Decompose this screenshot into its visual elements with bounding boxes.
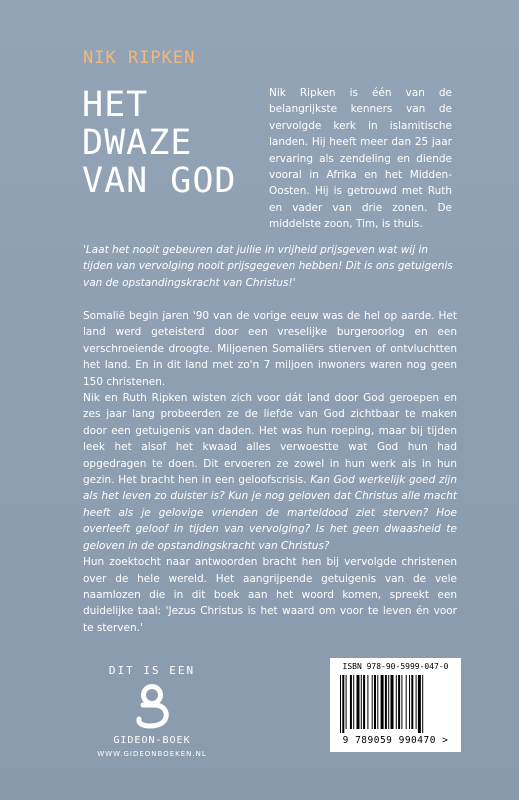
barcode-bar — [340, 675, 341, 733]
author-bio: Nik Ripken is één van de belangrijkste kenners van de vervolgde kerk in islamitische landen. Hij heeft meer dan 25 jaar ervaring als zendeling en diende vooral in Afrika en het Midden-Oosten. Hij is getrouwd met Ruth en vader van drie zonen. De middelste zoon, Tim, is thuis. — [269, 87, 452, 231]
barcode-bar — [361, 675, 362, 729]
publisher-block — [92, 664, 212, 758]
barcode-bar — [409, 675, 410, 729]
barcode-bar — [372, 675, 373, 729]
isbn-text: ISBN 978-90-5999-047-0 — [342, 662, 449, 671]
gideon-logo-icon — [132, 683, 172, 729]
barcode-bar — [398, 675, 400, 729]
title-line-1: HET — [82, 85, 149, 125]
barcode-bar — [342, 675, 344, 733]
barcode-bar — [357, 675, 360, 729]
author-name: NIK RIPKEN — [83, 48, 196, 68]
barcode-bar — [388, 675, 389, 729]
publisher-tagline: DIT IS EEN — [108, 664, 196, 677]
barcode-digits: 9 789059 990470 > — [342, 735, 449, 746]
barcode-bar — [391, 675, 394, 729]
blurb-paragraph-2-questions: Kan God werkelijk goed zijn als het leven zo duister is? Kun je nog geloven dat Christus alle macht heeft als je gelovige vrienden de marteldood ziet sterven? Hoe overleeft geloof in tijden van vervolging? Is het geen dwaasheid te geloven in de opstandingskracht van Christus? — [83, 474, 457, 552]
title-line-3: VAN GOD — [82, 161, 237, 201]
barcode-bars — [338, 675, 453, 733]
publisher-name: GIDEON-BOEK — [113, 735, 191, 746]
barcode-bar — [367, 675, 368, 729]
barcode-bar — [363, 675, 365, 729]
barcode-bar — [418, 675, 421, 733]
book-title — [82, 86, 252, 200]
blurb-paragraph-3: Hun zoektocht naar antwoorden bracht hen bij vervolgde christenen over de hele wereld. Het aangrijpende getuigenis van de vele naamlozen die in dit boek aan het woord komen, spreekt een duidelijke taal: 'Jezus Christus is het waard om voor te leven én voor te sterven.' — [83, 556, 457, 634]
barcode-bar — [353, 675, 354, 729]
blurb-paragraph-2 — [83, 390, 457, 554]
barcode-bar — [416, 675, 417, 729]
barcode-bar — [381, 675, 384, 729]
publisher-url: WWW.GIDEONBOEKEN.NL — [97, 750, 207, 758]
pull-quote: 'Laat het nooit gebeuren dat jullie in vrijheid prijsgeven wat wij in tijden van vervolging nooit prijsgegeven hebben! Dit is ons getuigenis van de opstandingskracht van Christus!' — [83, 244, 453, 289]
blurb-paragraph-1: Somalië begin jaren '90 van de vorige eeuw was de hel op aarde. Het land werd geteisterd door een vreselijke burgeroorlog en een verschroeiende droogte. Miljoenen Somaliërs stierven of ontvluchtten het land. En in dit land met zo'n 7 miljoen inwoners waren nog geen 150 christenen. — [83, 310, 457, 388]
barcode-bar — [377, 675, 378, 729]
barcode-bar — [385, 675, 387, 729]
blurb — [83, 308, 457, 636]
title-line-2: DWAZE — [82, 123, 193, 163]
barcode-bar — [411, 675, 413, 729]
barcode-bar — [422, 675, 423, 733]
barcode-bar — [396, 675, 397, 729]
blurb-paragraph-2-text: Nik en Ruth Ripken wisten zich voor dát land door God geroepen en zes jaar lang probeerden ze de liefde van God zichtbaar te maken door een getuigenis van daden. Het was hun roeping, maar bij tijden leek het alsof het kwaad alles verwoestte wat God hun had opgedragen te doen. Dit ervoeren ze zowel in hun werk als in hun gezin. Het bracht hen in een geloofscrisis. — [83, 392, 457, 487]
barcode-bar — [374, 675, 376, 729]
barcode-bar — [406, 675, 407, 729]
barcode-block — [330, 658, 461, 752]
barcode-bar — [346, 675, 347, 729]
barcode-bar — [350, 675, 352, 729]
barcode-bar — [401, 675, 402, 729]
